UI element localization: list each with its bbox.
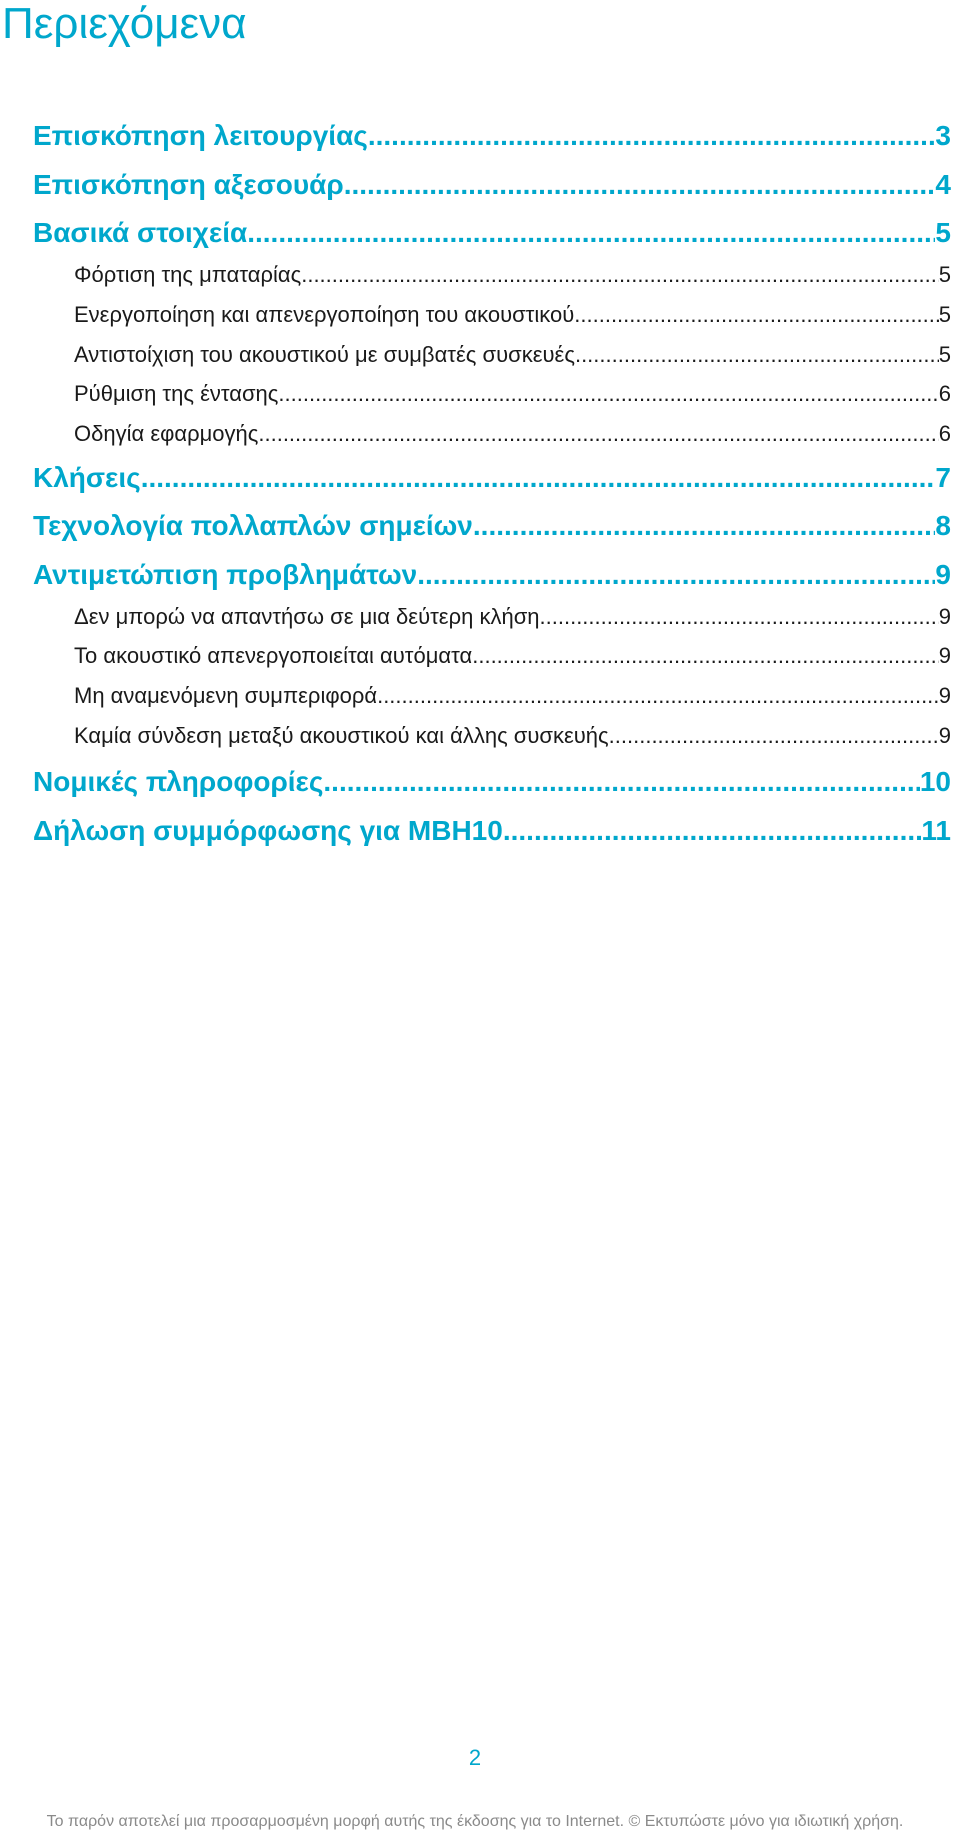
toc-entry-label: Φόρτιση της μπαταρίας: [74, 262, 302, 287]
toc-entry-page: 4: [935, 169, 951, 200]
toc-subentry[interactable]: [74, 720, 951, 752]
toc-subentry[interactable]: [74, 299, 951, 331]
toc-subentry[interactable]: [74, 418, 951, 450]
toc-entry[interactable]: [33, 764, 951, 800]
dot-leader: [503, 813, 922, 849]
page-number: 2: [468, 1745, 482, 1770]
toc-entry-label: Το ακουστικό απενεργοποιείται αυτόματα: [74, 643, 473, 668]
dot-leader: [141, 460, 936, 496]
toc-entry[interactable]: [33, 813, 951, 849]
toc-entry-label: Βασικά στοιχεία: [33, 217, 248, 248]
toc-subentry[interactable]: [74, 378, 951, 410]
dot-leader: [574, 299, 938, 331]
toc-entry-label: Μη αναμενόμενη συμπεριφορά: [74, 683, 378, 708]
toc-entry-label: Νομικές πληροφορίες: [33, 766, 324, 797]
toc-subentry[interactable]: [74, 680, 951, 712]
dot-leader: [344, 167, 936, 203]
toc-subentry[interactable]: [74, 259, 951, 291]
dot-leader: [377, 680, 939, 712]
toc-entry-label: Επισκόπηση λειτουργίας: [33, 120, 368, 151]
toc-entry-label: Καμία σύνδεση μεταξύ ακουστικού και άλλης συσκευής: [74, 723, 609, 748]
dot-leader: [575, 339, 939, 371]
dot-leader: [417, 557, 935, 593]
toc-entry-label: Δήλωση συμμόρφωσης για MBH10: [33, 815, 503, 846]
dot-leader: [368, 118, 936, 154]
toc-entry-label: Δεν μπορώ να απαντήσω σε μια δεύτερη κλήση: [74, 604, 540, 629]
toc-entry-page: 9: [938, 604, 951, 629]
toc-entry-page: 8: [935, 510, 951, 541]
toc-entry[interactable]: [33, 118, 951, 154]
toc-entry-label: Οδηγία εφαρμογής: [74, 421, 259, 446]
toc-entry[interactable]: [33, 215, 951, 251]
dot-leader: [247, 215, 935, 251]
toc-entry-label: Τεχνολογία πολλαπλών σημείων: [33, 510, 473, 541]
toc-subentry[interactable]: [74, 601, 951, 633]
dot-leader: [258, 418, 938, 450]
toc-entry-page: 5: [938, 302, 951, 327]
dot-leader: [540, 601, 939, 633]
toc-entry-page: 7: [935, 462, 951, 493]
toc-subentry[interactable]: [74, 339, 951, 371]
footer-notice: Το παρόν αποτελεί μια προσαρμοσμένη μορφή αυτής της έκδοσης για το Internet. © Εκτυπώστε μόνο για ιδιωτική χρήση.: [46, 1813, 904, 1830]
toc-entry-page: 6: [938, 421, 951, 446]
dot-leader: [301, 259, 939, 291]
dot-leader: [323, 764, 919, 800]
toc-entry[interactable]: [33, 167, 951, 203]
toc-entry-page: 9: [938, 643, 951, 668]
toc-entry-label: Επισκόπηση αξεσουάρ: [33, 169, 344, 200]
toc-entry-label: Αντιστοίχιση του ακουστικού με συμβατές συσκευές: [74, 342, 575, 367]
toc-entry-page: 5: [938, 262, 951, 287]
dot-leader: [472, 640, 939, 672]
toc-subentry[interactable]: [74, 640, 951, 672]
toc-entry-page: 3: [935, 120, 951, 151]
dot-leader: [278, 378, 938, 410]
toc-entry-label: Ενεργοποίηση και απενεργοποίηση του ακουστικού: [74, 302, 575, 327]
toc-entry-page: 9: [938, 683, 951, 708]
toc-entry-label: Κλήσεις: [33, 462, 141, 493]
toc-entry[interactable]: [33, 557, 951, 593]
toc-entry-label: Ρύθμιση της έντασης: [74, 381, 279, 406]
dot-leader: [609, 720, 939, 752]
toc-entry-page: 6: [938, 381, 951, 406]
toc-entry-page: 11: [921, 815, 951, 846]
toc-entry-page: 9: [935, 559, 951, 590]
toc-entry-page: 5: [935, 217, 951, 248]
toc-entry-page: 10: [919, 766, 951, 797]
toc-entry-page: 9: [938, 723, 951, 748]
toc-entry-page: 5: [938, 342, 951, 367]
page-title: Περιεχόμενα: [2, 0, 247, 48]
toc-entry[interactable]: [33, 508, 951, 544]
toc-entry[interactable]: [33, 460, 951, 496]
dot-leader: [473, 508, 936, 544]
toc-entry-label: Αντιμετώπιση προβλημάτων: [33, 559, 418, 590]
